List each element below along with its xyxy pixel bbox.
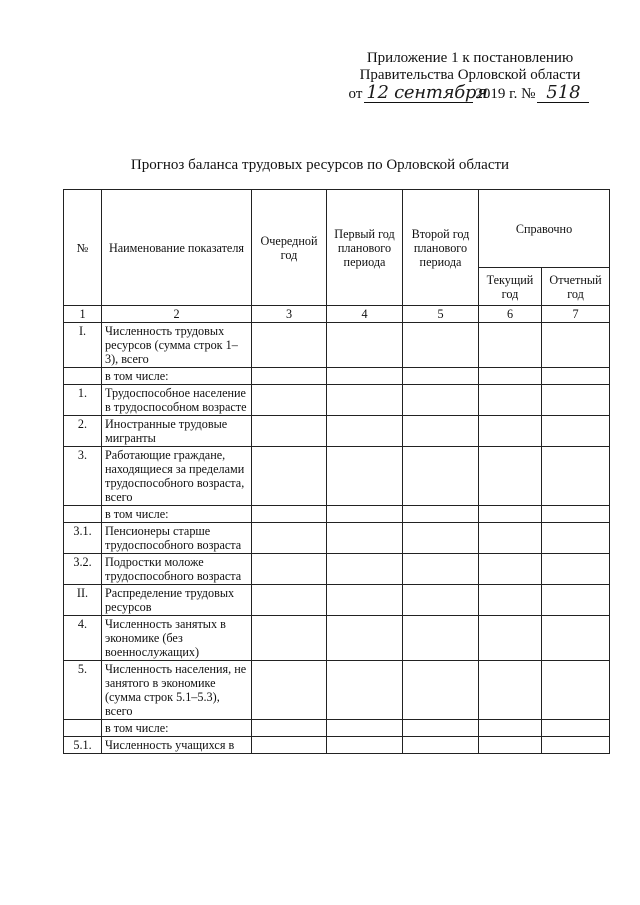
indicator-name: Пенсионеры старше трудоспособного возраста <box>102 523 252 554</box>
row-number: 4. <box>64 616 102 661</box>
index-cell: 7 <box>542 306 610 323</box>
value-cell <box>327 447 403 506</box>
table-row <box>64 385 610 416</box>
row-number <box>64 720 102 737</box>
value-cell <box>542 506 610 523</box>
value-cell <box>542 447 610 506</box>
row-number: 5. <box>64 661 102 720</box>
document-title: Прогноз баланса трудовых ресурсов по Орловской области <box>130 157 510 173</box>
value-cell <box>327 554 403 585</box>
value-cell <box>542 616 610 661</box>
table-row <box>64 447 610 506</box>
index-cell: 4 <box>327 306 403 323</box>
value-cell <box>479 661 542 720</box>
table-row <box>64 506 610 523</box>
value-cell <box>403 323 479 368</box>
indicator-name: Трудоспособное население в трудоспособном возрасте <box>102 385 252 416</box>
row-number: 5.1. <box>64 737 102 754</box>
value-cell <box>479 323 542 368</box>
indicator-name: в том числе: <box>102 720 252 737</box>
value-cell <box>403 554 479 585</box>
index-cell: 6 <box>479 306 542 323</box>
labor-balance-table <box>63 189 610 754</box>
value-cell <box>479 506 542 523</box>
value-cell <box>252 737 327 754</box>
value-cell <box>403 737 479 754</box>
indicator-name: Численность занятых в экономике (без военнослужащих) <box>102 616 252 661</box>
value-cell <box>327 661 403 720</box>
value-cell <box>403 416 479 447</box>
value-cell <box>252 368 327 385</box>
table-row <box>64 720 610 737</box>
handwritten-date: 12 сентября <box>366 82 488 103</box>
value-cell <box>327 585 403 616</box>
value-cell <box>403 523 479 554</box>
value-cell <box>252 385 327 416</box>
value-cell <box>403 616 479 661</box>
value-cell <box>403 368 479 385</box>
row-number: 1. <box>64 385 102 416</box>
index-cell: 3 <box>252 306 327 323</box>
value-cell <box>252 323 327 368</box>
row-number: 3.2. <box>64 554 102 585</box>
year-number-label: 2019 г. № <box>475 86 536 102</box>
value-cell <box>252 523 327 554</box>
value-cell <box>542 585 610 616</box>
value-cell <box>542 737 610 754</box>
value-cell <box>252 506 327 523</box>
col-header-first-plan-year: Первый год планового периода <box>327 190 403 306</box>
value-cell <box>542 523 610 554</box>
value-cell <box>327 416 403 447</box>
decree-date-line <box>340 84 600 103</box>
value-cell <box>327 506 403 523</box>
indicator-name: в том числе: <box>102 506 252 523</box>
value-cell <box>479 447 542 506</box>
table-row <box>64 585 610 616</box>
appendix-line: Приложение 1 к постановлению <box>366 50 574 66</box>
row-number <box>64 506 102 523</box>
value-cell <box>403 447 479 506</box>
value-cell <box>403 661 479 720</box>
indicator-name: Численность трудовых ресурсов (сумма строк 1–3), всего <box>102 323 252 368</box>
header-row <box>64 190 610 268</box>
value-cell <box>403 585 479 616</box>
value-cell <box>252 416 327 447</box>
table-body <box>64 323 610 754</box>
value-cell <box>542 368 610 385</box>
table-row <box>64 661 610 720</box>
indicator-name: в том числе: <box>102 368 252 385</box>
indicator-name: Численность населения, не занятого в экономике (сумма строк 5.1–5.3), всего <box>102 661 252 720</box>
value-cell <box>403 720 479 737</box>
value-cell <box>542 385 610 416</box>
value-cell <box>403 385 479 416</box>
value-cell <box>542 720 610 737</box>
value-cell <box>327 385 403 416</box>
value-cell <box>327 368 403 385</box>
row-number: I. <box>64 323 102 368</box>
indicator-name: Работающие граждане, находящиеся за пределами трудоспособного возраста, всего <box>102 447 252 506</box>
index-cell: 5 <box>403 306 479 323</box>
row-number: II. <box>64 585 102 616</box>
table-row <box>64 323 610 368</box>
value-cell <box>479 616 542 661</box>
value-cell <box>479 416 542 447</box>
value-cell <box>542 661 610 720</box>
indicator-name: Численность учащихся в <box>102 737 252 754</box>
value-cell <box>479 368 542 385</box>
date-prefix: от <box>348 86 363 102</box>
row-number <box>64 368 102 385</box>
value-cell <box>327 616 403 661</box>
col-header-second-plan-year: Второй год планового периода <box>403 190 479 306</box>
value-cell <box>252 585 327 616</box>
government-line: Правительства Орловской области <box>359 67 581 83</box>
row-number: 3. <box>64 447 102 506</box>
col-header-next-year: Очередной год <box>252 190 327 306</box>
index-cell: 1 <box>64 306 102 323</box>
value-cell <box>252 661 327 720</box>
value-cell <box>252 616 327 661</box>
value-cell <box>327 323 403 368</box>
table-row <box>64 523 610 554</box>
col-header-current-year: Текущий год <box>479 268 542 306</box>
col-header-num: № <box>64 190 102 306</box>
value-cell <box>479 720 542 737</box>
value-cell <box>542 416 610 447</box>
indicator-name: Иностранные трудовые мигранты <box>102 416 252 447</box>
column-index-row <box>64 306 610 323</box>
table-row <box>64 616 610 661</box>
value-cell <box>479 737 542 754</box>
table-row <box>64 737 610 754</box>
handwritten-decree-number: 518 <box>537 84 589 103</box>
value-cell <box>479 523 542 554</box>
value-cell <box>479 385 542 416</box>
indicator-name: Распределение трудовых ресурсов <box>102 585 252 616</box>
value-cell <box>327 737 403 754</box>
value-cell <box>252 447 327 506</box>
value-cell <box>252 554 327 585</box>
value-cell <box>327 523 403 554</box>
value-cell <box>479 585 542 616</box>
row-number: 3.1. <box>64 523 102 554</box>
col-header-reporting-year: Отчетный год <box>542 268 610 306</box>
indicator-name: Подростки моложе трудоспособного возраста <box>102 554 252 585</box>
value-cell <box>252 720 327 737</box>
value-cell <box>327 720 403 737</box>
table-row <box>64 368 610 385</box>
value-cell <box>479 554 542 585</box>
col-header-reference: Справочно <box>479 190 610 268</box>
table-row <box>64 554 610 585</box>
value-cell <box>403 506 479 523</box>
row-number: 2. <box>64 416 102 447</box>
table-row <box>64 416 610 447</box>
value-cell <box>542 323 610 368</box>
document-header <box>340 50 600 103</box>
value-cell <box>542 554 610 585</box>
col-header-name: Наименование показателя <box>102 190 252 306</box>
index-cell: 2 <box>102 306 252 323</box>
